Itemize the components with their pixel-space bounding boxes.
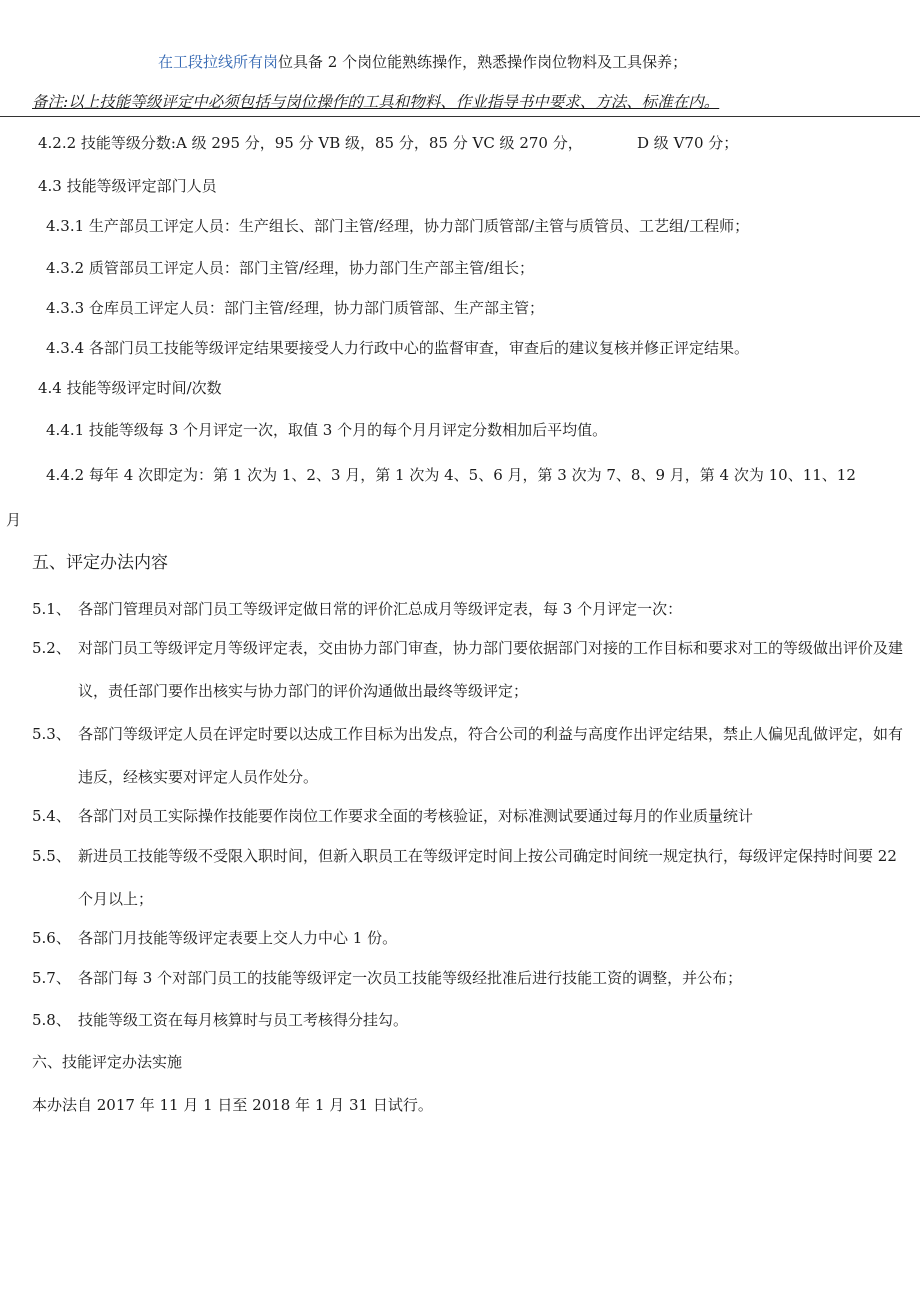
item-number: 5.1、 [32, 600, 71, 618]
item-number: 5.7、 [32, 969, 71, 987]
line-4-3-3: 4.3.3 仓库员工评定人员：部门主管/经理，协力部门质管部、生产部主管； [46, 299, 544, 317]
list-item-5-3 [32, 724, 904, 799]
list-item-5-7 [32, 968, 904, 988]
list-item-5-8 [32, 1010, 904, 1030]
line-4-4-1: 4.4.1 技能等级每 3 个月评定一次，取值 3 个月的每个月月评定分数相加后平均值。 [46, 421, 608, 439]
item-text: 技能等级工资在每月核算时与员工考核得分挂勾。 [78, 1011, 409, 1029]
list-item-5-6 [32, 928, 904, 948]
line-4-2-2-d: D 级 V70 分； [637, 134, 739, 152]
line-4-4-2-tail: 月 [6, 511, 22, 529]
list-item-5-5 [32, 846, 904, 921]
note-line: 备注:以上技能等级评定中必须包括与岗位操作的工具和物料、作业指导书中要求、方法、标准在内。 [32, 93, 720, 111]
item-text: 对部门员工等级评定月等级评定表，交由协力部门审查，协力部门要依据部门对接的工作目标和要求对工的等级做出评价及建议，责任部门要作出核实与协力部门的评价沟通做出最终等级评定； [78, 639, 904, 700]
item-text: 新进员工技能等级不受限入职时间，但新入职员工在等级评定时间上按公司确定时间统一规定执行，每级评定保持时间要 22 个月以上； [78, 847, 897, 908]
list-item-5-4 [32, 806, 904, 826]
item-text: 各部门月技能等级评定表要上交人力中心 1 份。 [78, 929, 398, 947]
section-6-text: 本办法自 2017 年 11 月 1 日至 2018 年 1 月 31 日试行。 [32, 1096, 433, 1114]
heading-4-4: 4.4 技能等级评定时间/次数 [38, 379, 222, 397]
item-text: 各部门每 3 个对部门员工的技能等级评定一次员工技能等级经批准后进行技能工资的调整，并公布； [78, 969, 743, 987]
line-4-3-1: 4.3.1 生产部员工评定人员：生产组长、部门主管/经理，协力部门质管部/主管与质管员、工艺组/工程师； [46, 217, 750, 235]
heading-4-3: 4.3 技能等级评定部门人员 [38, 177, 217, 195]
item-number: 5.2、 [32, 639, 71, 657]
list-item-5-1 [32, 599, 904, 619]
item-number: 5.6、 [32, 929, 71, 947]
line-4-3-2: 4.3.2 质管部员工评定人员：部门主管/经理，协力部门生产部主管/组长； [46, 259, 535, 277]
item-text: 各部门等级评定人员在评定时要以达成工作目标为出发点，符合公司的利益与高度作出评定结果，禁止人偏见乱做评定，如有违反，经核实要对评定人员作处分。 [78, 725, 904, 786]
header-line-1 [158, 52, 687, 72]
line-4-4-2: 4.4.2 每年 4 次即定为：第 1 次为 1、2、3 月，第 1 次为 4、5、6 月，第 3 次为 7、8、9 月，第 4 次为 10、11、12 [46, 466, 856, 484]
header-divider [0, 116, 920, 117]
line-4-2-2: 4.2.2 技能等级分数:A 级 295 分，95 分 VB 级，85 分，85 分 VC 级 270 分， [38, 134, 583, 152]
line-4-3-4: 4.3.4 各部门员工技能等级评定结果要接受人力行政中心的监督审查，审查后的建议复核并修正评定结果。 [46, 339, 749, 357]
item-number: 5.4、 [32, 807, 71, 825]
item-number: 5.5、 [32, 847, 71, 865]
header-line-1-highlight: 在工段拉线所有岗 [158, 53, 279, 71]
section-5-title: 五、评定办法内容 [32, 553, 168, 573]
item-text: 各部门对员工实际操作技能要作岗位工作要求全面的考核验证，对标准测试要通过每月的作业质量统计 [78, 807, 754, 825]
item-text: 各部门管理员对部门员工等级评定做日常的评价汇总成月等级评定表，每 3 个月评定一次： [78, 600, 683, 618]
header-line-1-rest: 位具备 2 个岗位能熟练操作，熟悉操作岗位物料及工具保养； [278, 53, 688, 71]
section-6-title: 六、技能评定办法实施 [32, 1053, 183, 1071]
item-number: 5.3、 [32, 725, 71, 743]
item-number: 5.8、 [32, 1011, 71, 1029]
list-item-5-2 [32, 638, 904, 713]
